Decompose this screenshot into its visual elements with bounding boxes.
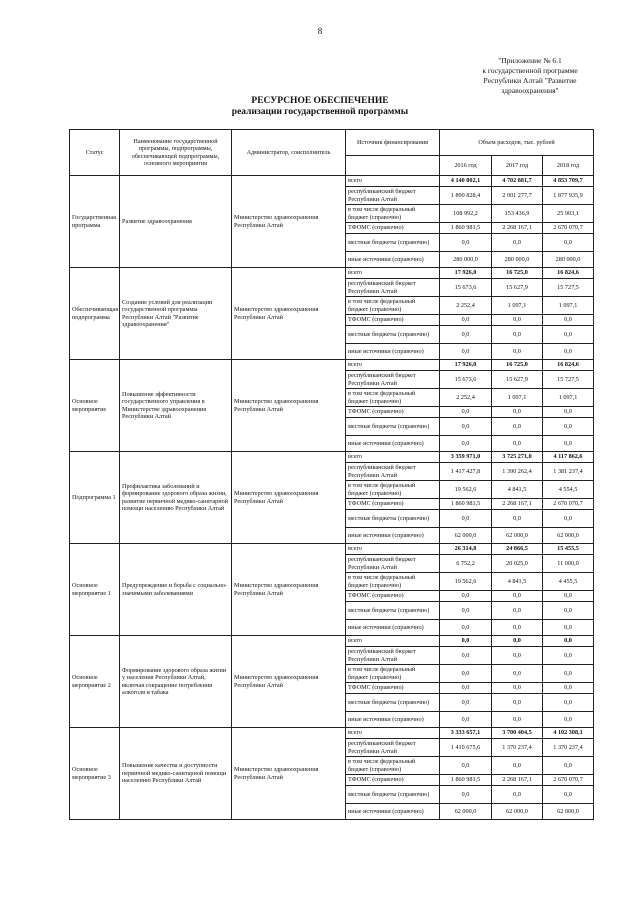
row-value: 280 000,0 [543,252,594,268]
row-value: 0,0 [543,510,594,528]
row-source: иные источники (справочно) [346,712,440,728]
row-value: 19 562,6 [440,481,492,499]
row-value: 0,0 [492,712,543,728]
row-value: 0,0 [543,665,594,683]
row-value: 0,0 [492,510,543,528]
row-value: 15 727,5 [543,279,594,297]
row-value: 280 000,0 [492,252,543,268]
row-status: Основное мероприятие 3 [70,728,120,820]
row-value: 1 860 981,5 [440,775,492,786]
row-value: 4 140 802,1 [440,176,492,187]
row-value: 62 000,0 [492,528,543,544]
row-value: 0,0 [440,591,492,602]
row-admin: Министерство здравоохранения Республики Алтай [232,452,346,544]
row-source: республиканский бюджет Республики Алтай [346,463,440,481]
row-value: 1 890 828,4 [440,187,492,205]
header-source-empty [346,156,440,176]
row-value: 0,0 [440,418,492,436]
row-value: 0,0 [543,591,594,602]
row-source: в том числе федеральный бюджет (справочно) [346,297,440,315]
row-value: 2 001 277,7 [492,187,543,205]
row-value: 0,0 [492,647,543,665]
row-value: 0,0 [492,786,543,804]
row-source: местные бюджеты (справочно) [346,326,440,344]
row-value: 0,0 [543,683,594,694]
row-value: 3 725 271,0 [492,452,543,463]
row-value: 0,0 [543,326,594,344]
appendix-line: Республики Алтай "Развитие [483,76,577,85]
row-value: 20 025,0 [492,555,543,573]
title-line-2: реализации государственной программы [231,107,409,117]
row-value: 1 097,1 [492,389,543,407]
row-value: 16 725,0 [492,360,543,371]
row-value: 0,0 [543,315,594,326]
row-value: 62 000,0 [543,528,594,544]
row-value: 0,0 [440,315,492,326]
row-source: местные бюджеты (справочно) [346,510,440,528]
row-admin: Министерство здравоохранения Республики Алтай [232,636,346,728]
row-value: 16 824,6 [543,268,594,279]
row-value: 0,0 [440,757,492,775]
row-name: Создание условий для реализации государственной программы Республики Алтай "Развитие здравоохранения" [120,268,232,360]
row-status: Государственная программа [70,176,120,268]
row-source: всего [346,544,440,555]
row-admin: Министерство здравоохранения Республики Алтай [232,268,346,360]
row-value: 4 117 862,6 [543,452,594,463]
row-value: 0,0 [492,757,543,775]
row-value: 280 000,0 [440,252,492,268]
row-value: 11 000,0 [543,555,594,573]
row-value: 16 725,0 [492,268,543,279]
row-value: 0,0 [543,234,594,252]
row-value: 4 554,5 [543,481,594,499]
table-row [70,268,594,279]
row-admin: Министерство здравоохранения Республики Алтай [232,176,346,268]
header-year: 2018 год [543,156,594,176]
row-value: 0,0 [440,407,492,418]
row-source: всего [346,728,440,739]
row-source: местные бюджеты (справочно) [346,602,440,620]
row-value: 62 000,0 [440,804,492,820]
row-value: 2 268 167,1 [492,775,543,786]
row-value: 25 903,1 [543,205,594,223]
row-value: 0,0 [543,407,594,418]
row-value: 0,0 [440,326,492,344]
row-value: 153 436,9 [492,205,543,223]
row-source: иные источники (справочно) [346,252,440,268]
row-value: 0,0 [492,694,543,712]
row-value: 0,0 [492,418,543,436]
row-value: 0,0 [492,665,543,683]
row-admin: Министерство здравоохранения Республики Алтай [232,728,346,820]
row-value: 15 673,6 [440,371,492,389]
row-source: местные бюджеты (справочно) [346,418,440,436]
row-value: 0,0 [492,602,543,620]
row-name: Формирование здорового образа жизни у населения Республики Алтай, включая сокращение потребления алкоголя и табака [120,636,232,728]
row-value: 0,0 [543,620,594,636]
row-value: 0,0 [543,344,594,360]
row-admin: Министерство здравоохранения Республики Алтай [232,544,346,636]
row-value: 16 824,6 [543,360,594,371]
table-row [70,544,594,555]
table-row [70,176,594,187]
row-value: 0,0 [543,418,594,436]
row-value: 0,0 [543,757,594,775]
row-source: республиканский бюджет Республики Алтай [346,647,440,665]
row-source: иные источники (справочно) [346,436,440,452]
row-value: 0,0 [492,620,543,636]
row-source: местные бюджеты (справочно) [346,786,440,804]
row-value: 1 097,1 [543,389,594,407]
row-name: Профилактика заболеваний и формирование здорового образа жизни, развитие первичной медико-санитарной помощи населению Республики Алтай [120,452,232,544]
header-name: Наименование государственной программы, подпрограммы, обеспечивающей подпрограммы, основного мероприятия [120,130,232,176]
row-source: в том числе федеральный бюджет (справочно) [346,573,440,591]
row-value: 0,0 [492,636,543,647]
row-value: 0,0 [440,436,492,452]
row-value: 0,0 [492,234,543,252]
row-value: 17 926,0 [440,268,492,279]
appendix-line: "Приложение № 6.1 [498,56,562,65]
row-value: 0,0 [440,234,492,252]
row-value: 1 877 935,9 [543,187,594,205]
row-source: ТФОМС (справочно) [346,499,440,510]
row-value: 4 102 308,1 [543,728,594,739]
document-title [0,96,640,118]
row-value: 0,0 [492,326,543,344]
row-value: 1 370 237,4 [543,739,594,757]
row-status: Основное мероприятие [70,360,120,452]
row-value: 4 841,5 [492,481,543,499]
row-source: всего [346,176,440,187]
row-value: 4 853 709,7 [543,176,594,187]
row-value: 0,0 [543,647,594,665]
row-value: 0,0 [440,665,492,683]
row-value: 15 455,5 [543,544,594,555]
row-value: 0,0 [440,694,492,712]
header-status: Статус [70,130,120,176]
row-source: местные бюджеты (справочно) [346,234,440,252]
row-source: ТФОМС (справочно) [346,315,440,326]
row-value: 0,0 [543,712,594,728]
row-value: 1 417 427,8 [440,463,492,481]
row-status: Подпрограмма 1 [70,452,120,544]
row-value: 0,0 [440,712,492,728]
row-source: в том числе федеральный бюджет (справочно) [346,757,440,775]
row-value: 4 702 881,7 [492,176,543,187]
row-admin: Министерство здравоохранения Республики Алтай [232,360,346,452]
row-value: 0,0 [492,436,543,452]
row-value: 4 841,5 [492,573,543,591]
row-source: республиканский бюджет Республики Алтай [346,187,440,205]
row-source: всего [346,360,440,371]
table-row [70,360,594,371]
row-value: 0,0 [492,683,543,694]
row-source: ТФОМС (справочно) [346,223,440,234]
row-source: республиканский бюджет Республики Алтай [346,739,440,757]
row-source: в том числе федеральный бюджет (справочно) [346,481,440,499]
row-value: 15 727,5 [543,371,594,389]
row-value: 0,0 [440,636,492,647]
row-value: 0,0 [492,344,543,360]
row-value: 0,0 [492,407,543,418]
title-line-1: РЕСУРСНОЕ ОБЕСПЕЧЕНИЕ [251,96,389,106]
row-value: 0,0 [543,636,594,647]
row-value: 108 992,2 [440,205,492,223]
row-name: Предупреждение и борьба с социально-значимыми заболеваниями [120,544,232,636]
row-value: 62 000,0 [543,804,594,820]
row-value: 19 562,6 [440,573,492,591]
row-value: 0,0 [440,647,492,665]
row-value: 2 670 070,7 [543,775,594,786]
row-status: Основное мероприятие 2 [70,636,120,728]
row-value: 2 670 070,7 [543,499,594,510]
row-value: 1 097,1 [492,297,543,315]
row-value: 0,0 [492,591,543,602]
row-source: иные источники (справочно) [346,804,440,820]
row-source: республиканский бюджет Республики Алтай [346,279,440,297]
appendix-note [455,56,605,96]
row-name: Развитие здравоохранения [120,176,232,268]
row-value: 1 860 981,5 [440,499,492,510]
row-value: 0,0 [543,694,594,712]
row-value: 1 370 237,4 [492,739,543,757]
row-value: 3 359 971,0 [440,452,492,463]
row-value: 0,0 [440,683,492,694]
row-value: 0,0 [543,602,594,620]
row-value: 0,0 [440,620,492,636]
row-source: в том числе федеральный бюджет (справочно) [346,389,440,407]
header-volume: Объем расходов, тыс. рублей [440,130,594,156]
row-value: 6 752,2 [440,555,492,573]
row-value: 17 926,0 [440,360,492,371]
header-source: Источник финансирования [346,130,440,156]
row-value: 15 627,9 [492,279,543,297]
row-source: в том числе федеральный бюджет (справочно) [346,665,440,683]
appendix-line: к государственной программе [482,66,578,75]
row-source: ТФОМС (справочно) [346,775,440,786]
table-row [70,452,594,463]
page-number: 8 [317,26,323,36]
row-source: иные источники (справочно) [346,620,440,636]
row-value: 0,0 [543,786,594,804]
table-row [70,636,594,647]
table-body [70,176,594,820]
row-source: ТФОМС (справочно) [346,683,440,694]
row-value: 62 000,0 [492,804,543,820]
row-value: 3 700 404,5 [492,728,543,739]
row-source: всего [346,636,440,647]
row-value: 1 410 675,6 [440,739,492,757]
row-value: 2 670 070,7 [543,223,594,234]
header-admin: Администратор, соисполнитель [232,130,346,176]
row-value: 1 381 237,4 [543,463,594,481]
header-year: 2016 год [440,156,492,176]
row-value: 0,0 [440,344,492,360]
row-source: всего [346,452,440,463]
row-value: 1 390 262,4 [492,463,543,481]
row-value: 2 252,4 [440,297,492,315]
row-source: республиканский бюджет Республики Алтай [346,555,440,573]
row-source: всего [346,268,440,279]
row-value: 15 673,6 [440,279,492,297]
row-value: 0,0 [440,602,492,620]
row-value: 2 268 167,1 [492,223,543,234]
row-value: 3 333 657,1 [440,728,492,739]
row-value: 2 268 167,1 [492,499,543,510]
header-year: 2017 год [492,156,543,176]
row-value: 26 314,8 [440,544,492,555]
row-status: Основное мероприятие 1 [70,544,120,636]
row-value: 0,0 [543,436,594,452]
row-value: 1 097,1 [543,297,594,315]
row-value: 0,0 [440,510,492,528]
row-value: 4 455,5 [543,573,594,591]
row-source: иные источники (справочно) [346,344,440,360]
table-row [70,728,594,739]
appendix-line: здравоохранения" [501,86,559,95]
row-value: 2 252,4 [440,389,492,407]
row-source: иные источники (справочно) [346,528,440,544]
row-value: 15 627,9 [492,371,543,389]
resource-table [69,129,594,820]
row-source: республиканский бюджет Республики Алтай [346,371,440,389]
row-source: местные бюджеты (справочно) [346,694,440,712]
row-value: 1 860 981,5 [440,223,492,234]
row-value: 62 000,0 [440,528,492,544]
row-value: 0,0 [440,786,492,804]
row-source: ТФОМС (справочно) [346,591,440,602]
row-source: ТФОМС (справочно) [346,407,440,418]
row-status: Обеспечивающая подпрограмма [70,268,120,360]
row-value: 24 866,5 [492,544,543,555]
row-source: в том числе федеральный бюджет (справочно) [346,205,440,223]
row-name: Повышение качества и доступности первичной медико-санитарной помощи населению Республики Алтай [120,728,232,820]
row-name: Повышение эффективности государственного управления в Министерстве здравоохранения Республики Алтай [120,360,232,452]
row-value: 0,0 [492,315,543,326]
